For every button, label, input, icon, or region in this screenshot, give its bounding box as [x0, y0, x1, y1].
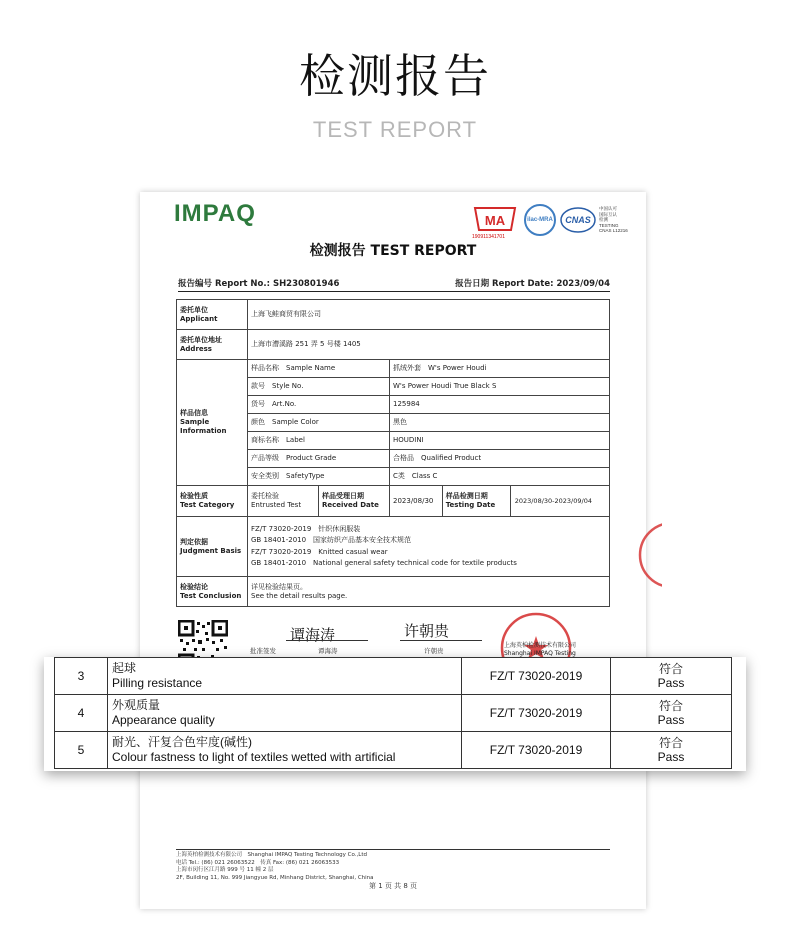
testing-value: 2023/08/30-2023/09/04	[514, 496, 592, 505]
conclusion-label: 检验结论 Test Conclusion	[177, 577, 248, 607]
conclusion-values: 详见检验结果页。 See the detail results page.	[248, 577, 610, 607]
sample-value: C类 Class C	[390, 468, 610, 486]
ilac-mra-icon: ilac-MRA	[524, 204, 556, 236]
sample-value: W's Power Houdi True Black S	[390, 378, 610, 396]
approve-label: 批准签发	[250, 647, 276, 655]
row-number: 5	[55, 732, 108, 769]
test-item: 耐光、汗复合色牢度(碱性) Colour fastness to light of textiles wetted with artificial	[108, 732, 462, 769]
category-value: 委托检验 Entrusted Test	[248, 486, 319, 517]
partial-seal-icon	[632, 520, 662, 590]
test-item: 起球 Pilling resistance	[108, 658, 462, 695]
certification-marks	[472, 204, 632, 238]
report-footer: 上海英柏检测技术有限公司 Shanghai IMPAQ Testing Technology Co.,Ltd 电话 Tel.: (86) 021 26063522 传真 Fax: (86) 021 26063533 上海市闵行区江月路 999 号 11 幢 2 层 2F, Building 11, No. 999 Jiangyue Rd, Minhang District, Shanghai, China	[176, 852, 374, 881]
hero-subtitle: TEST REPORT	[312, 117, 478, 142]
basis-label: 判定依据 Judgment Basis	[177, 517, 248, 577]
test-item: 外观质量 Appearance quality	[108, 695, 462, 732]
sample-value: 125984	[390, 396, 610, 414]
approver-signature: 许朝贵	[404, 622, 450, 640]
table-row	[55, 732, 732, 769]
test-standard: FZ/T 73020-2019	[462, 695, 611, 732]
row-number: 3	[55, 658, 108, 695]
sample-value: HOUDINI	[390, 432, 610, 450]
sample-key: 产品等级 Product Grade	[248, 450, 390, 468]
signature-area: 批准签发 谭海涛 谭海涛 许朝贵 许朝贵 上海英柏检测技术有限公司 Shanghai IMPAQ Testing	[178, 620, 618, 664]
basis-values: FZ/T 73020-2019 针织休闲服装 GB 18401-2010 国家纺织产品基本安全技术规范 FZ/T 73020-2019 Knitted casual wear GB 18401-2010 National general safety technical code for textile products	[248, 517, 610, 577]
testing-cell: 样品检测日期 Testing Date 2023/08/30-2023/09/04	[442, 486, 609, 517]
reviewer-name: 谭海涛	[318, 647, 338, 655]
report-page	[140, 192, 646, 909]
applicant-label: 委托单位 Applicant	[177, 300, 248, 330]
approver-name: 许朝贵	[424, 647, 444, 655]
report-number: 报告编号 Report No.: SH230801946	[178, 279, 340, 289]
footer-divider	[176, 849, 610, 850]
category-label: 检验性质 Test Category	[177, 486, 248, 517]
test-standard: FZ/T 73020-2019	[462, 732, 611, 769]
sample-key: 安全类别 SafetyType	[248, 468, 390, 486]
sample-value: 黑色	[390, 414, 610, 432]
test-result: 符合 Pass	[611, 658, 732, 695]
test-results-table	[54, 657, 732, 769]
sample-value: 抓绒外套 W's Power Houdi	[390, 360, 610, 378]
sample-key: 颜色 Sample Color	[248, 414, 390, 432]
table-row	[55, 695, 732, 732]
report-date: 报告日期 Report Date: 2023/09/04	[455, 279, 610, 289]
sample-key: 货号 Art.No.	[248, 396, 390, 414]
cnas-caption: 中国认可 国际互认 检测 TESTING CNAS L12216	[599, 206, 628, 233]
test-results-overlay	[44, 657, 746, 771]
test-result: 符合 Pass	[611, 695, 732, 732]
cnas-icon	[560, 206, 596, 234]
table-row	[55, 658, 732, 695]
cma-code: 190911341701	[472, 234, 505, 240]
cma-icon	[472, 204, 518, 234]
sample-value: 合格品 Qualified Product	[390, 450, 610, 468]
sample-key: 商标名称 Label	[248, 432, 390, 450]
reviewer-signature: 谭海涛	[290, 626, 336, 644]
row-number: 4	[55, 695, 108, 732]
received-label: 样品受理日期 Received Date	[319, 486, 390, 517]
address-value: 上海市漕溪路 251 弄 5 号楼 1405	[248, 330, 610, 360]
sample-info-label: 样品信息 Sample Information	[177, 360, 248, 486]
svg-text:MA: MA	[484, 213, 506, 228]
sample-key: 样品名称 Sample Name	[248, 360, 390, 378]
impaq-logo: IMPAQ	[174, 200, 256, 227]
test-result: 符合 Pass	[611, 732, 732, 769]
svg-text:CNAS: CNAS	[565, 215, 591, 225]
report-info-table	[176, 299, 610, 607]
sample-key: 款号 Style No.	[248, 378, 390, 396]
address-label: 委托单位地址 Address	[177, 330, 248, 360]
report-title: 检测报告 TEST REPORT	[309, 243, 477, 259]
report-meta	[178, 277, 610, 292]
page-number: 第 1 页 共 8 页	[368, 882, 418, 890]
applicant-value: 上海飞鲑商贸有限公司	[248, 300, 610, 330]
test-standard: FZ/T 73020-2019	[462, 658, 611, 695]
received-value: 2023/08/30	[390, 486, 443, 517]
hero-title: 检测报告	[299, 49, 491, 103]
